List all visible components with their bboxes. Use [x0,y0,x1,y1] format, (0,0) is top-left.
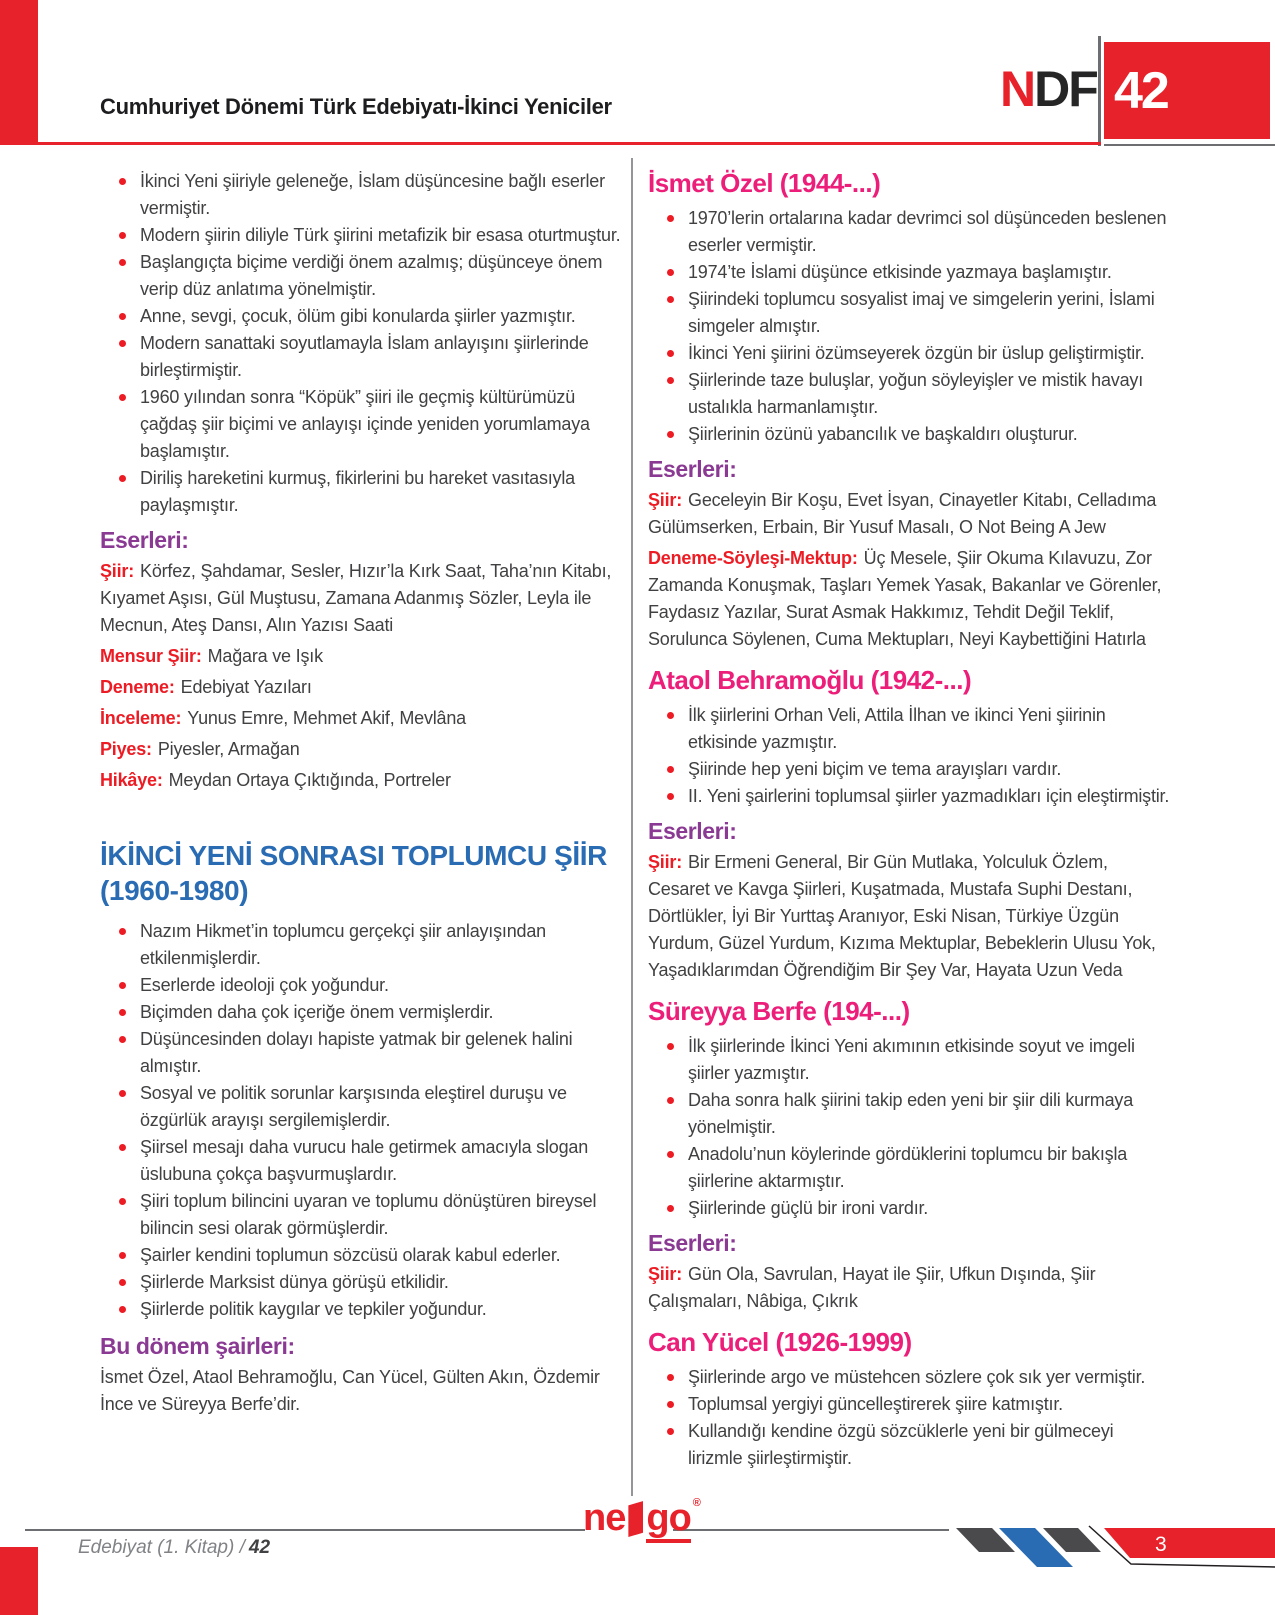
list-item: Anadolu’nun köylerinde gördüklerini toplumcu bir bakışla şiirlerine aktarmıştır. [648,1141,1170,1195]
work-entry [100,736,621,763]
work-entry [100,558,621,639]
work-entry [648,1261,1170,1315]
list-item: Anne, sevgi, çocuk, ölüm gibi konularda şiirler yazmıştır. [100,303,621,330]
list-item: Düşüncesinden dolayı hapiste yatmak bir gelenek halini almıştır. [100,1026,621,1080]
list-item: Biçimden daha çok içeriğe önem vermişlerdir. [100,999,621,1026]
footer-book-number: 42 [248,1537,271,1558]
list-item: İlk şiirlerini Orhan Veli, Attila İlhan ve ikinci Yeni şiirinin etkisinde yazmıştır. [648,702,1170,756]
list-item: 1974’te İslami düşünce etkisinde yazmaya başlamıştır. [648,259,1170,286]
poet-bullet-list [648,205,1170,448]
work-entry [648,487,1170,541]
page-number: 3 [1155,1533,1167,1556]
list-item: İkinci Yeni şiiriyle geleneğe, İslam düşüncesine bağlı eserler vermiştir. [100,168,621,222]
nego-logo-go: go [646,1499,690,1543]
work-text: Geceleyin Bir Koşu, Evet İsyan, Cinayetler Kitabı, Celladıma Gülümserken, Erbain, Bir Yusuf Masalı, O Not Being A Jew [648,490,1157,537]
section-bullet-list [100,918,621,1323]
work-label: Deneme-Söyleşi-Mektup: [648,548,858,568]
poet-heading-ismet-ozel: İsmet Özel (1944-...) [648,168,881,198]
list-item: Şiirlerinde taze buluşlar, yoğun söyleyişler ve mistik havayı ustalıkla harmanlamıştır. [648,367,1170,421]
work-text: Bir Ermeni General, Bir Gün Mutlaka, Yolculuk Özlem, Cesaret ve Kavga Şiirleri, Kuşatmada, Mustafa Suphi Destanı, Dörtlükler, İyi Bir Yurttaş Aranıyor, Eski Nisan, Türkiye Üzgün Yurdum, Güzel Yurdum, Kızıma Mektuplar, Bebeklerin Ulusu Yok, Yaşadıklarımdan Öğrendiğim Bir Şey Var, Hayata Uzun Veda [648,852,1156,980]
list-item: Şiirlerde Marksist dünya görüşü etkilidir. [100,1269,621,1296]
header-rule-red [0,142,1101,145]
work-label: Hikâye: [100,770,163,790]
list-item: 1960 yılından sonra “Köpük” şiiri ile geçmiş kültürümüzü çağdaş şiir biçimi ve anlayışı içinde yeniden yorumlamaya başlamıştır. [100,384,621,465]
list-item: Şiirlerinde argo ve müstehcen sözlere çok sık yer vermiştir. [648,1364,1170,1391]
list-item: Şairler kendini toplumun sözcüsü olarak kabul ederler. [100,1242,621,1269]
list-item: Başlangıçta biçime verdiği önem azalmış; düşünceye önem verip düz anlatıma yönelmiştir. [100,249,621,303]
footer-book-reference [78,1537,270,1559]
work-label: Piyes: [100,739,152,759]
header-vertical-divider [1098,36,1101,146]
nego-publisher-logo [583,1499,701,1543]
works-heading: Eserleri: [648,456,737,482]
list-item: II. Yeni şairlerini toplumsal şiirler yazmadıkları için eleştirmiştir. [648,783,1170,810]
intro-bullet-list [100,168,621,519]
list-item: Nazım Hikmet’in toplumcu gerçekçi şiir anlayışından etkilenmişlerdir. [100,918,621,972]
poet-bullet-list [648,702,1170,810]
list-item: Sosyal ve politik sorunlar karşısında eleştirel duruşu ve özgürlük arayışı sergilemişlerdir. [100,1080,621,1134]
poet-heading-sureyya-berfe: Süreyya Berfe (194-...) [648,996,910,1026]
work-entry [100,643,621,670]
work-text: Gün Ola, Savrulan, Hayat ile Şiir, Ufkun Dışında, Şiir Çalışmaları, Nâbiga, Çıkrık [648,1264,1096,1311]
ndf-logo [1000,61,1097,117]
list-item: İlk şiirlerinde İkinci Yeni akımının etkisinde soyut ve imgeli şiirler yazmıştır. [648,1033,1170,1087]
ndf-logo-df: DF [1034,61,1097,117]
poet-heading-can-yucel: Can Yücel (1926-1999) [648,1327,912,1357]
footer-decoration-stripes [950,1524,1275,1572]
list-item: Şiirlerinin özünü yabancılık ve başkaldırı oluşturur. [648,421,1170,448]
list-item: Şiirinde hep yeni biçim ve tema arayışları vardır. [648,756,1170,783]
works-heading: Eserleri: [648,1230,737,1256]
work-text: Üç Mesele, Şiir Okuma Kılavuzu, Zor Zamanda Konuşmak, Taşları Yemek Yasak, Bakanlar ve Görenler, Faydasız Yazılar, Surat Asmak Hakkımız, Tehdit Değil Teklif, Sorulunca Söylenen, Cuma Mektupları, Neyi Kaybettiğini Hatırla [648,548,1162,649]
work-label: Şiir: [100,561,135,581]
work-label: İnceleme: [100,708,182,728]
list-item: Kullandığı kendine özgü sözcüklerle yeni bir gülmeceyi lirizmle şiirleştirmiştir. [648,1418,1170,1472]
unit-number: 42 [1114,61,1168,120]
section-title-line2: (1960-1980) [100,875,249,906]
book-icon [628,1501,643,1537]
works-heading: Eserleri: [100,527,189,553]
nego-logo-ne: ne [583,1497,626,1539]
unit-number-box [1104,42,1270,139]
list-item: Daha sonra halk şiirini takip eden yeni bir şiir dili kurmaya yönelmiştir. [648,1087,1170,1141]
list-item: Toplumsal yergiyi güncelleştirerek şiire katmıştır. [648,1391,1170,1418]
list-item: 1970’lerin ortalarına kadar devrimci sol düşünceden beslenen eserler vermiştir. [648,205,1170,259]
work-entry [100,705,621,732]
work-entry [100,767,621,794]
section-title-toplumcu-siir [100,838,621,908]
work-label: Deneme: [100,677,175,697]
poet-bullet-list [648,1033,1170,1222]
list-item: Şiirlerinde güçlü bir ironi vardır. [648,1195,1170,1222]
poet-heading-ataol-behramoglu: Ataol Behramoğlu (1942-...) [648,665,972,695]
list-item: Diriliş hareketini kurmuş, fikirlerini bu hareket vasıtasıyla paylaşmıştır. [100,465,621,519]
work-text: Mağara ve Işık [207,646,323,666]
header-rule-gray [1104,144,1275,146]
list-item: İkinci Yeni şiirini özümseyerek özgün bir üslup geliştirmiştir. [648,340,1170,367]
work-text: Körfez, Şahdamar, Sesler, Hızır’la Kırk Saat, Taha’nın Kitabı, Kıyamet Aşısı, Gül Muştusu, Zamana Adanmış Sözler, Leyla ile Mecnun, Ateş Dansı, Alın Yazısı Saati [100,561,612,635]
page-title: Cumhuriyet Dönemi Türk Edebiyatı-İkinci Yeniciler [100,94,612,119]
right-column [648,168,1170,1472]
work-label: Şiir: [648,852,683,872]
work-entry [100,674,621,701]
top-left-red-bar [0,0,38,142]
footer-rule-right [673,1529,949,1531]
list-item: Şiirlerde politik kaygılar ve tepkiler yoğundur. [100,1296,621,1323]
work-label: Mensur Şiir: [100,646,202,666]
list-item: Modern şiirin diliyle Türk şiirini metafizik bir esasa oturtmuştur. [100,222,621,249]
work-text: Meydan Ortaya Çıktığında, Portreler [168,770,451,790]
works-heading: Eserleri: [648,818,737,844]
footer-book-label: Edebiyat (1. Kitap) / [78,1537,245,1558]
list-item: Şiiri toplum bilincini uyaran ve toplumu dönüştüren bireysel bilincin sesi olarak görmüşlerdir. [100,1188,621,1242]
registered-mark-icon: ® [692,1497,701,1509]
work-text: Piyesler, Armağan [157,739,300,759]
footer-rule-left [25,1529,585,1531]
period-poets-heading: Bu dönem şairleri: [100,1333,295,1359]
ndf-logo-n: N [1000,61,1035,117]
column-divider [631,158,633,1496]
page-number-band [1104,1528,1275,1558]
work-text: Edebiyat Yazıları [180,677,312,697]
work-label: Şiir: [648,490,683,510]
list-item: Modern sanattaki soyutlamayla İslam anlayışını şiirlerinde birleştirmiştir. [100,330,621,384]
poet-bullet-list [648,1364,1170,1472]
left-column [100,168,621,1418]
list-item: Şiirindeki toplumcu sosyalist imaj ve simgelerin yerini, İslami simgeler almıştır. [648,286,1170,340]
work-label: Şiir: [648,1264,683,1284]
work-entry [648,849,1170,984]
work-entry [648,545,1170,653]
list-item: Şiirsel mesajı daha vurucu hale getirmek amacıyla slogan üslubuna çokça başvurmuşlardır. [100,1134,621,1188]
period-poets-text: İsmet Özel, Ataol Behramoğlu, Can Yücel, Gülten Akın, Özdemir İnce ve Süreyya Berfe’dir. [100,1367,600,1414]
list-item: Eserlerde ideoloji çok yoğundur. [100,972,621,999]
section-title-line1: İKİNCİ YENİ SONRASI TOPLUMCU ŞİİR [100,840,607,871]
bottom-left-red-bar [0,1547,38,1615]
work-text: Yunus Emre, Mehmet Akif, Mevlâna [187,708,466,728]
